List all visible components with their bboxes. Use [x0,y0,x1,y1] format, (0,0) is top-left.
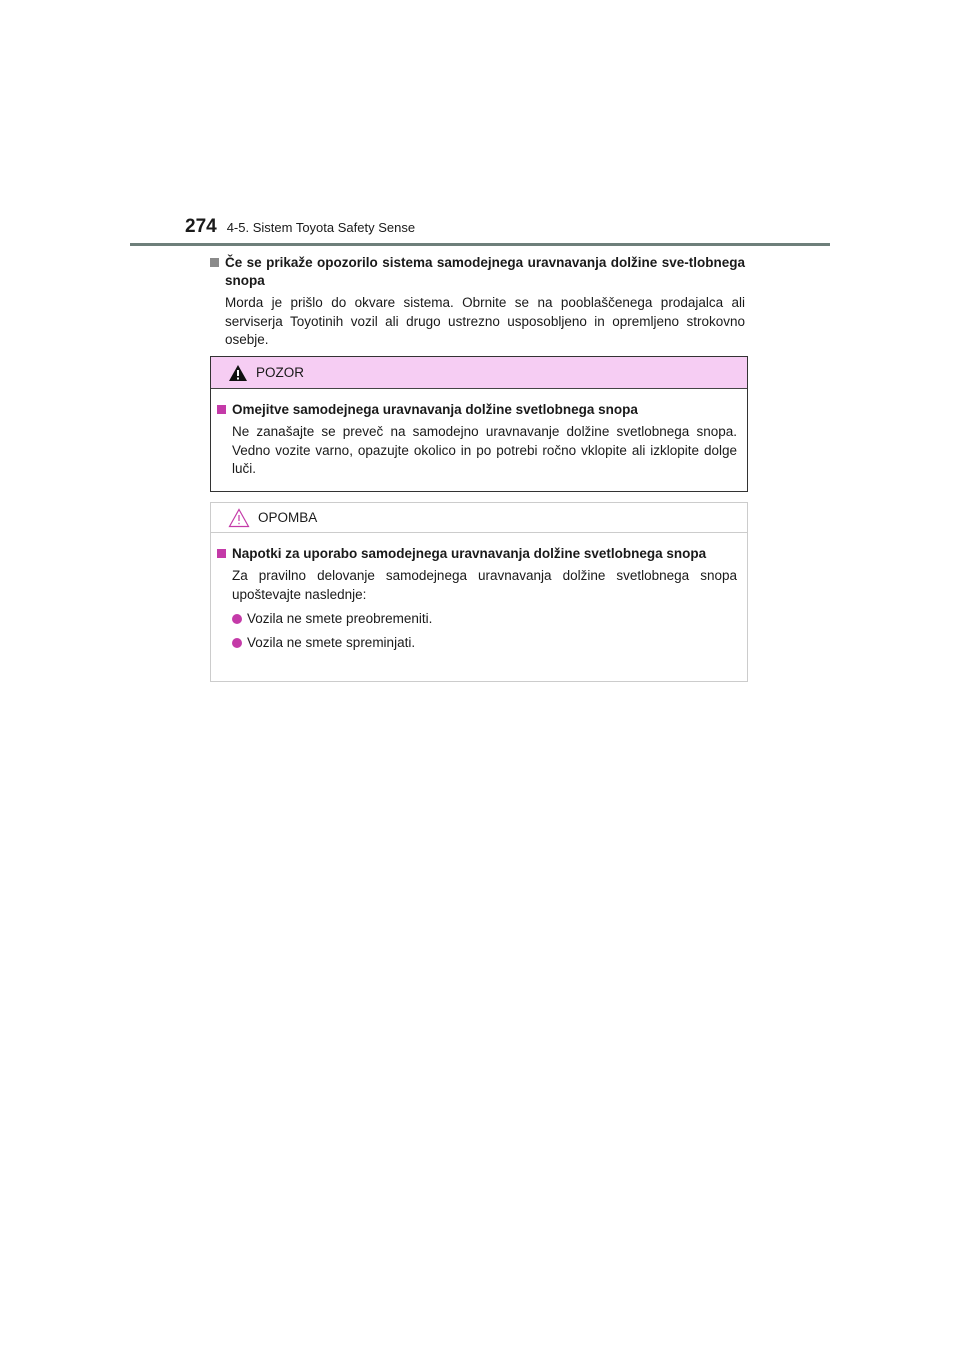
chapter-title: 4-5. Sistem Toyota Safety Sense [226,220,416,235]
warning-triangle-icon [228,364,248,382]
list-item-text: Vozila ne smete preobremeniti. [247,611,433,626]
pink-square-bullet-icon [217,549,226,558]
list-item [232,634,737,652]
content-section [210,254,745,350]
warning-box [210,356,748,492]
warning-heading [217,401,737,419]
warning-body: Ne zanašajte se preveč na samodejno uravnavanje dolžine svetlobnega snopa. Vedno vozite varno, opazujte okolico in po potrebi ročno vklopite ali izklopite dolge luči. [232,424,737,476]
note-box [210,502,748,682]
notice-triangle-icon [228,508,250,528]
page-header [185,216,415,240]
page-number: 274 [185,216,217,237]
note-heading-text: Napotki za uporabo samodejnega uravnavanja dolžine svetlobnega snopa [232,546,707,561]
note-heading [217,545,737,563]
note-content [211,533,747,652]
note-label: OPOMBA [258,510,318,525]
warning-heading-text: Omejitve samodejnega uravnavanja dolžine svetlobnega snopa [232,402,638,417]
list-item [232,610,737,628]
gray-square-bullet-icon [210,258,219,267]
warning-header [211,357,747,389]
note-body: Za pravilno delovanje samodejnega uravnavanja dolžine svetlobnega snopa upoštevajte naslednje: [232,568,737,602]
section-heading-text: Če se prikaže opozorilo sistema samodejnega uravnavanja dolžine sve-tlobnega snopa [225,255,745,288]
section-heading [210,254,745,290]
pink-square-bullet-icon [217,405,226,414]
note-header [211,503,747,533]
header-divider [130,243,830,246]
warning-label: POZOR [256,365,305,380]
pink-circle-bullet-icon [232,638,242,648]
warning-content [211,389,747,479]
pink-circle-bullet-icon [232,614,242,624]
list-item-text: Vozila ne smete spreminjati. [247,635,416,650]
section-body: Morda je prišlo do okvare sistema. Obrnite se na pooblaščenega prodajalca ali serviserja Toyotinih vozil ali drugo ustrezno usposobljeno in opremljeno strokovno osebje. [225,295,745,347]
